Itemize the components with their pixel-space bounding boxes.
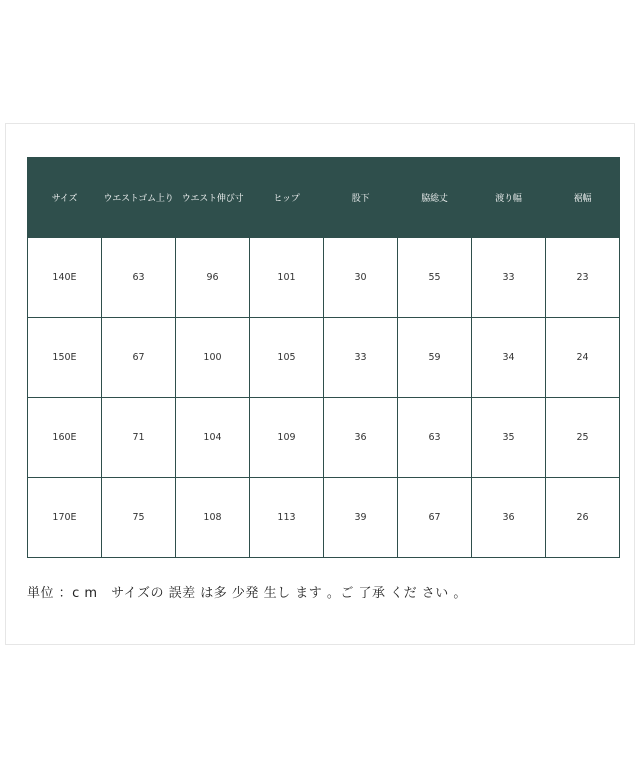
- table-cell: 25: [546, 398, 620, 478]
- table-cell: 36: [472, 478, 546, 558]
- table-cell: 67: [398, 478, 472, 558]
- table-cell: 96: [176, 238, 250, 318]
- table-header-row: [28, 158, 620, 238]
- table-cell: 30: [324, 238, 398, 318]
- table-cell: 55: [398, 238, 472, 318]
- table-cell: 101: [250, 238, 324, 318]
- header-waist-relaxed: ウエストゴム上り: [102, 158, 176, 238]
- table-cell: 105: [250, 318, 324, 398]
- table-cell: 33: [324, 318, 398, 398]
- table-cell: 108: [176, 478, 250, 558]
- table-cell: 100: [176, 318, 250, 398]
- table-cell: 26: [546, 478, 620, 558]
- table-cell: 34: [472, 318, 546, 398]
- header-waist-stretched: ウエスト伸び寸: [176, 158, 250, 238]
- table-cell: 36: [324, 398, 398, 478]
- table-cell-size: 160E: [28, 398, 102, 478]
- size-table: [27, 157, 620, 558]
- table-cell: 63: [102, 238, 176, 318]
- table-cell: 67: [102, 318, 176, 398]
- table-cell: 71: [102, 398, 176, 478]
- table-row: [28, 478, 620, 558]
- table-cell: 24: [546, 318, 620, 398]
- table-cell-size: 170E: [28, 478, 102, 558]
- table-cell: 35: [472, 398, 546, 478]
- table-cell: 113: [250, 478, 324, 558]
- header-size: サイズ: [28, 158, 102, 238]
- table-row: [28, 318, 620, 398]
- table-cell-size: 150E: [28, 318, 102, 398]
- table-cell: 104: [176, 398, 250, 478]
- measurement-note: 単位 ：c m サイズの 誤差 は多 少発 生し ます 。ご 了承 くだ さい 。: [27, 586, 467, 601]
- table-cell: 109: [250, 398, 324, 478]
- header-hip: ヒップ: [250, 158, 324, 238]
- table-cell: 33: [472, 238, 546, 318]
- table-row: [28, 398, 620, 478]
- table-cell-size: 140E: [28, 238, 102, 318]
- header-side-length: 脇総丈: [398, 158, 472, 238]
- header-inseam: 股下: [324, 158, 398, 238]
- header-thigh-width: 渡り幅: [472, 158, 546, 238]
- table-cell: 39: [324, 478, 398, 558]
- table-cell: 75: [102, 478, 176, 558]
- table-row: [28, 238, 620, 318]
- table-cell: 59: [398, 318, 472, 398]
- table-cell: 23: [546, 238, 620, 318]
- table-cell: 63: [398, 398, 472, 478]
- header-hem-width: 裾幅: [546, 158, 620, 238]
